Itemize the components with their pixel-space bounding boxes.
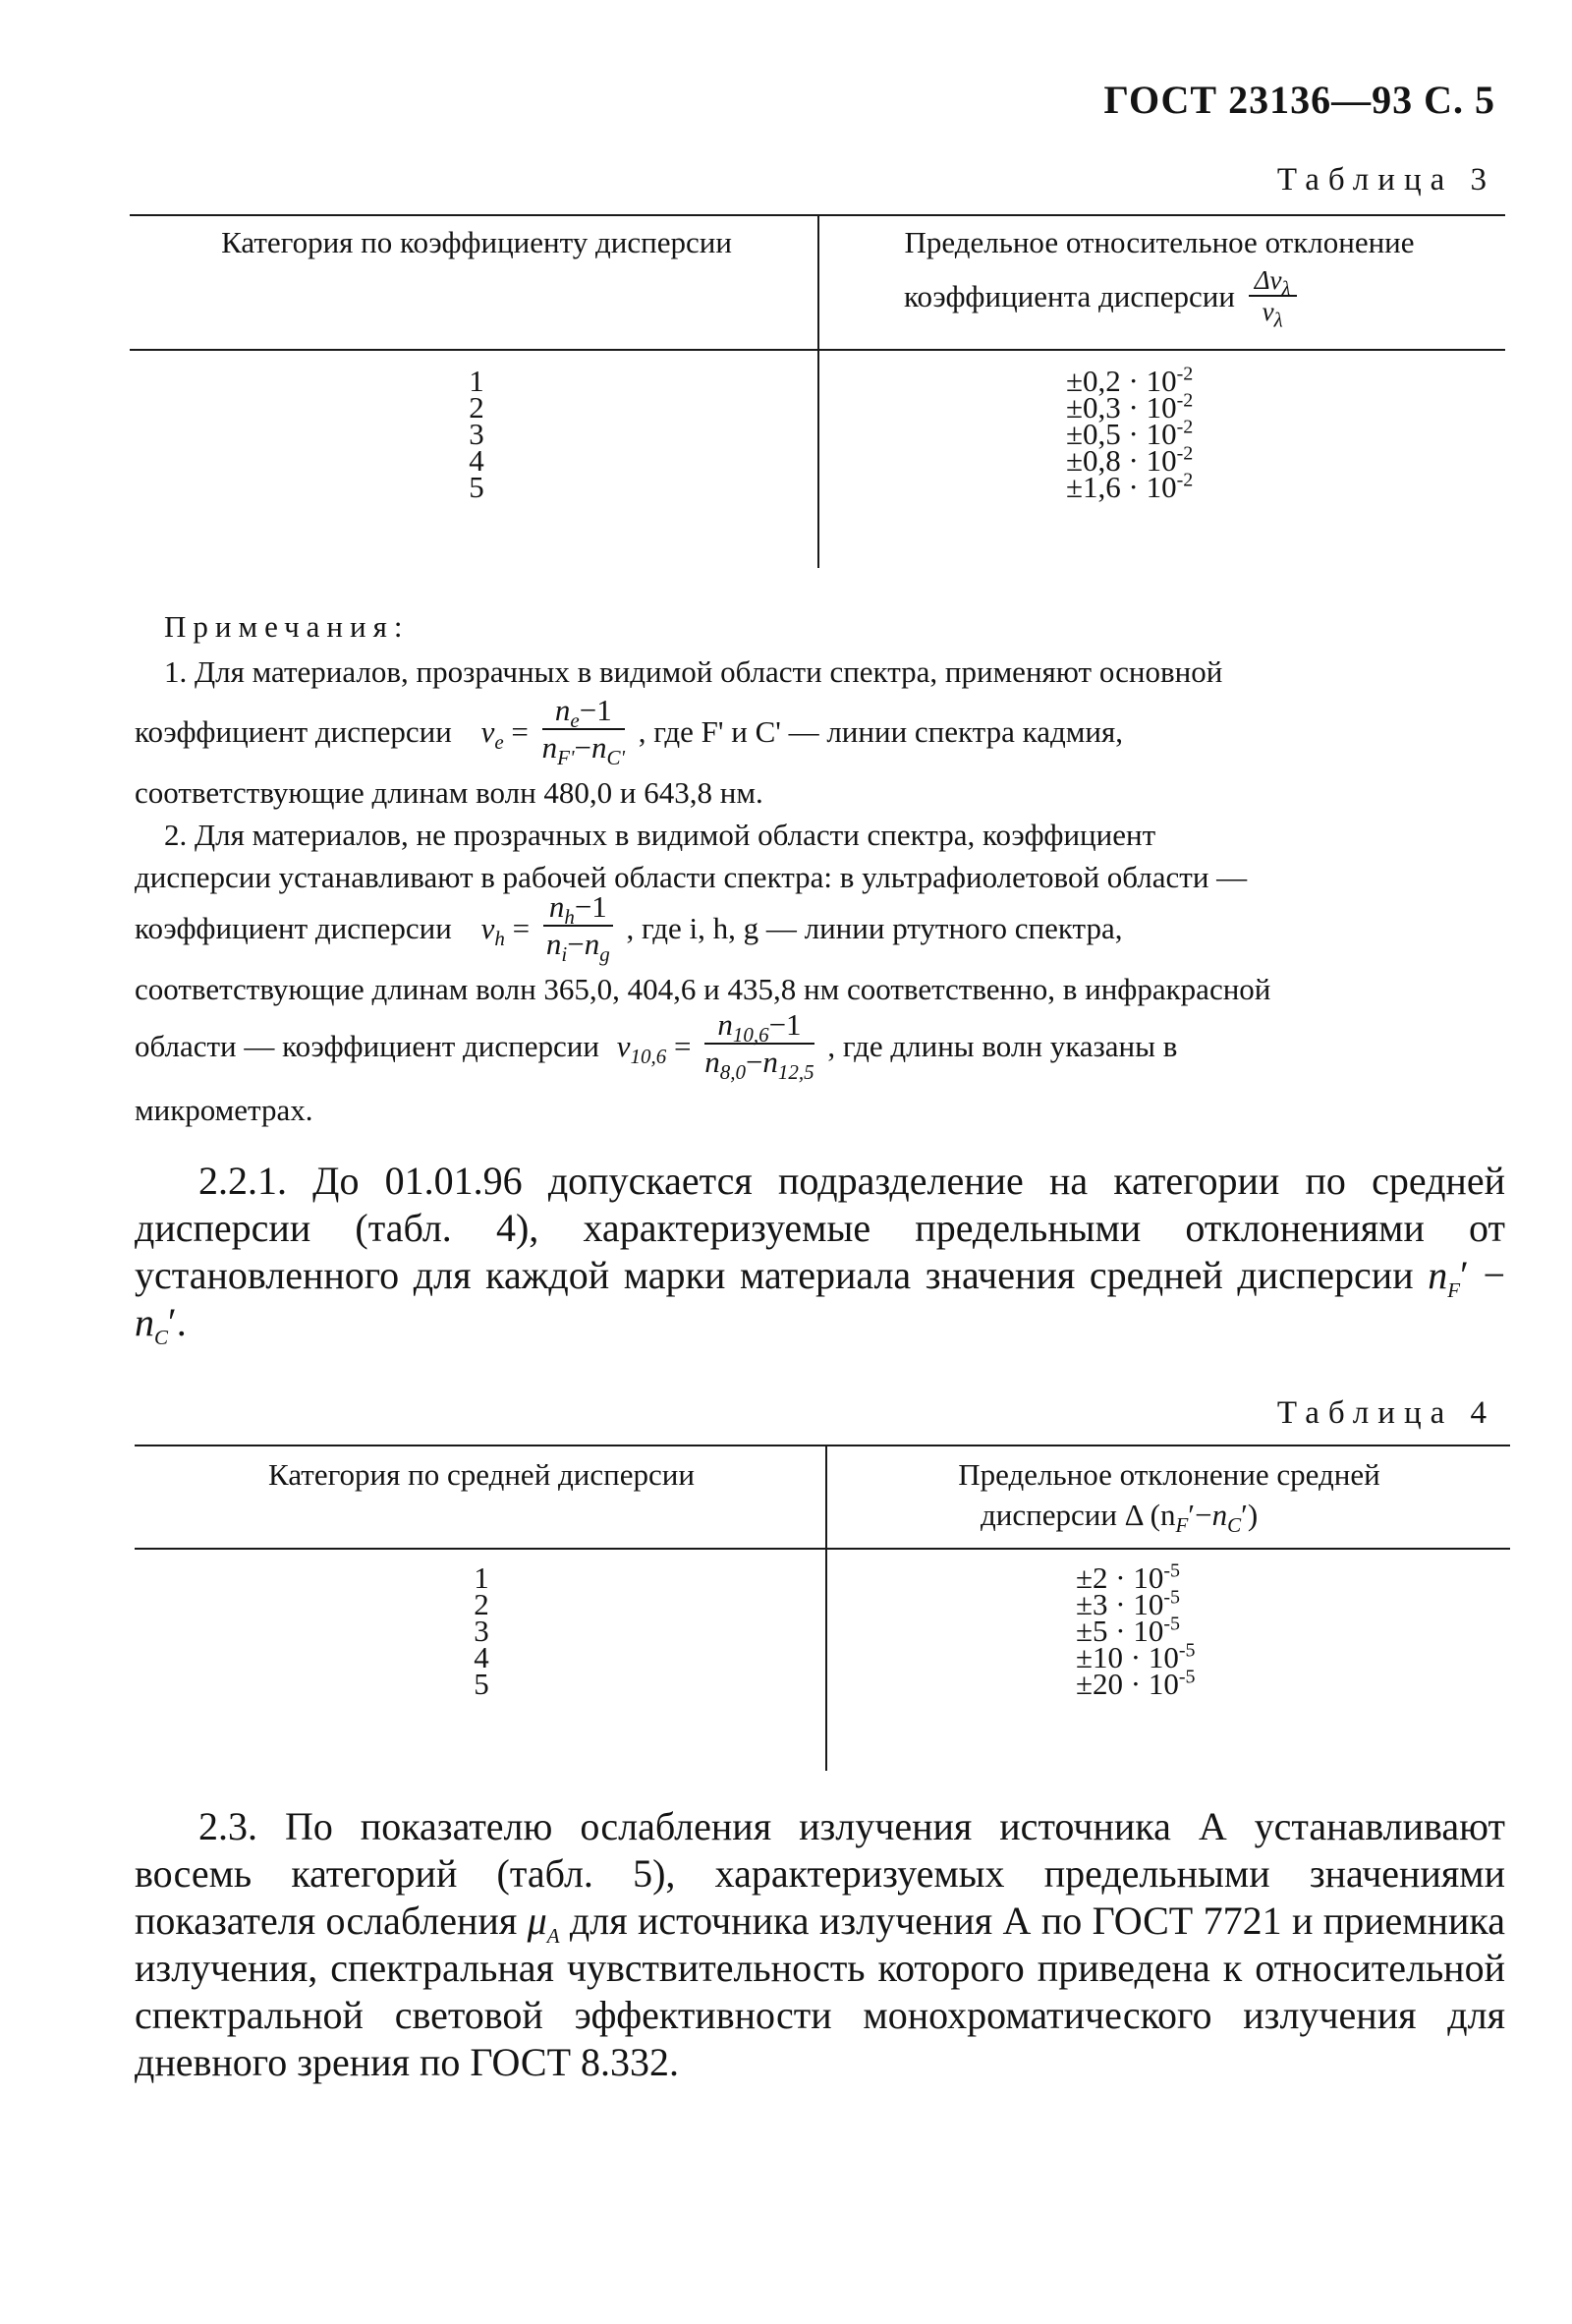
table4-row-value-exponent: -5 [1178, 1666, 1196, 1688]
table3-row-value-base: ±0,8 · 10 [1066, 443, 1177, 478]
table4-row-value-exponent: -5 [1178, 1639, 1196, 1662]
table4-column-divider [825, 1445, 827, 1771]
table4-row-value-base: ±10 · 10 [1076, 1640, 1179, 1674]
table3-row-value-base: ±0,3 · 10 [1066, 390, 1177, 425]
table4-row-value-exponent: -5 [1163, 1586, 1181, 1609]
table3-row-value-exponent: -2 [1176, 389, 1194, 412]
table3-row-value-base: ±0,5 · 10 [1066, 417, 1177, 451]
paragraph-2-2-1: 2.2.1. До 01.01.96 допускается подразделение на категории по средней дисперсии (табл. 4), характеризуемые предельными отклонениями от установленного для каждой марки материала значения средней дисперсии $n_F' - n_C'$. [135, 1159, 1506, 1349]
table4-top-rule [135, 1445, 1510, 1446]
table3-col2-header-line2 [904, 265, 1303, 332]
frac-num: Δν [1254, 265, 1282, 295]
table3-row-category: 4 [469, 443, 484, 478]
table4-row-value-base: ±20 · 10 [1076, 1667, 1179, 1701]
note2-post: , где i, h, g — линии ртутного спектра, [626, 911, 1123, 945]
table3-row-value-base: ±1,6 · 10 [1066, 470, 1177, 504]
table3-row-value-exponent: -2 [1176, 416, 1194, 438]
note2-post2: , где длины волн указаны в [827, 1029, 1178, 1063]
table4-row-value-base: ±5 · 10 [1076, 1614, 1164, 1648]
note1-fraction: $\frac{n_e-1}{n_{F'}-n_{C'}}$ [541, 693, 625, 770]
table3-row-value [1066, 470, 1193, 505]
table3-caption: Таблица 3 [1276, 162, 1495, 198]
table4-row-value-base: ±2 · 10 [1076, 1560, 1164, 1595]
note1-line1: 1. Для материалов, прозрачных в видимой области спектра, применяют основной [164, 654, 1223, 689]
note2-fraction: $\frac{n_h-1}{n_i-n_g}$ [543, 889, 613, 962]
table4-col2-header-line2: дисперсии Δ $(n_F'-n_C')$ [981, 1498, 1259, 1538]
table3-col2-header-text: коэффициента дисперсии [904, 279, 1235, 313]
note1-formula-line: коэффициент дисперсии $\nu_e$ = $\frac{n_e-1}{n_{F'}-n_{C'}}$ , где F' и C' — линии спектра кадмия, [135, 693, 1123, 770]
table4-header-rule [135, 1548, 1510, 1550]
table3-row-value-exponent: -2 [1176, 363, 1194, 385]
table4-row-category: 3 [474, 1614, 489, 1648]
table3-column-divider [817, 214, 819, 568]
paragraph-2-3-part1: 2.3. По показателю ослабления излучения источника А устанавливают восемь категорий (табл. 5), характеризуемых предельными значениями показателя ослабления [135, 1804, 1505, 1943]
note2-pre2: области — коэффициент дисперсии [135, 1029, 599, 1063]
note2-line4: соответствующие длинам волн 365,0, 404,6 и 435,8 нм соответственно, в инфракрасной [135, 972, 1271, 1006]
note1-post: , где F' и C' — линии спектра кадмия, [638, 714, 1123, 749]
note1-pre: коэффициент дисперсии [135, 714, 452, 749]
table4-row-category: 1 [474, 1560, 489, 1595]
table3-header-rule [130, 349, 1505, 351]
table3-row-value-base: ±0,2 · 10 [1066, 364, 1177, 398]
table3-row-category: 2 [469, 390, 484, 425]
notes-title: Примечания: [164, 609, 410, 644]
table4-row-value [1076, 1667, 1196, 1702]
paragraph-2-2-1-text: 2.2.1. До 01.01.96 допускается подразделение на категории по средней дисперсии (табл. 4), характеризуемые предельными отклонениями от установленного для каждой марки материала значения средней дисперсии [135, 1159, 1505, 1297]
table3-row-category: 5 [469, 470, 484, 504]
table3-row-value-exponent: -2 [1176, 469, 1194, 491]
note2-line6: микрометрах. [135, 1093, 313, 1127]
table4-caption: Таблица 4 [1276, 1395, 1495, 1431]
note2-pre: коэффициент дисперсии [135, 911, 452, 945]
frac-den: ν [1262, 297, 1274, 326]
table3-col2-header-line1: Предельное относительное отклонение [904, 225, 1415, 259]
paragraph-2-3: 2.3. По показателю ослабления излучения источника А устанавливают восемь категорий (табл. 5), характеризуемых предельными значениями показателя ослабления $\mu_A$ для источника излучения А по ГОСТ 7721 и приемника излучения, спектральная чувствительность которого приведена к относительной спектральной световой эффективности монохроматического излучения для дневного зрения по ГОСТ 8.332. [135, 1804, 1506, 2084]
note1-line3: соответствующие длинам волн 480,0 и 643,8 нм. [135, 775, 763, 810]
table3-row-category: 3 [469, 417, 484, 451]
table4-row-category: 4 [474, 1640, 489, 1674]
table4-row-value-base: ±3 · 10 [1076, 1587, 1164, 1621]
table4-row-category: 5 [474, 1667, 489, 1701]
note2-line1: 2. Для материалов, не прозрачных в видимой области спектра, коэффициент [164, 818, 1156, 852]
table3-row-category: 1 [469, 364, 484, 398]
table3-row-value-exponent: -2 [1176, 442, 1194, 465]
paragraph-2-3-part2: для источника излучения А по ГОСТ 7721 и приемника излучения, спектральная чувствительность которого приведена к относительной спектральной световой эффективности монохроматического излучения для дневного зрения по ГОСТ 8.332. [135, 1899, 1506, 2084]
table4-row-category: 2 [474, 1587, 489, 1621]
table4-col1-header: Категория по средней дисперсии [268, 1457, 695, 1492]
table4-col2-header-text: дисперсии Δ (n [981, 1498, 1176, 1532]
note2-formula-line: коэффициент дисперсии $\nu_h$ = $\frac{n_h-1}{n_i-n_g}$ , где i, h, g — линии ртутного спектра, [135, 889, 1123, 967]
table4-row-value-exponent: -5 [1163, 1559, 1181, 1582]
table4-col2-header-line1: Предельное отклонение средней [958, 1457, 1380, 1492]
table3-col1-header: Категория по коэффициенту дисперсии [221, 225, 732, 259]
frac-num-sub: λ [1281, 276, 1291, 301]
dispersion-ratio-fraction [1249, 265, 1297, 332]
page-header: ГОСТ 23136—93 С. 5 [1103, 78, 1495, 122]
note2-formula-line2: области — коэффициент дисперсии $\nu_{10,6}$ = $\frac{n_{10,6}-1}{n_{8,0}-n_{12,5}}$ , где длины волн указаны в [135, 1007, 1178, 1085]
note2-fraction2: $\frac{n_{10,6}-1}{n_{8,0}-n_{12,5}}$ [704, 1007, 814, 1085]
note2-line2: дисперсии устанавливают в рабочей области спектра: в ультрафиолетовой области — [135, 860, 1248, 894]
frac-den-sub: λ [1273, 308, 1283, 332]
table4-row-value-exponent: -5 [1163, 1613, 1181, 1635]
